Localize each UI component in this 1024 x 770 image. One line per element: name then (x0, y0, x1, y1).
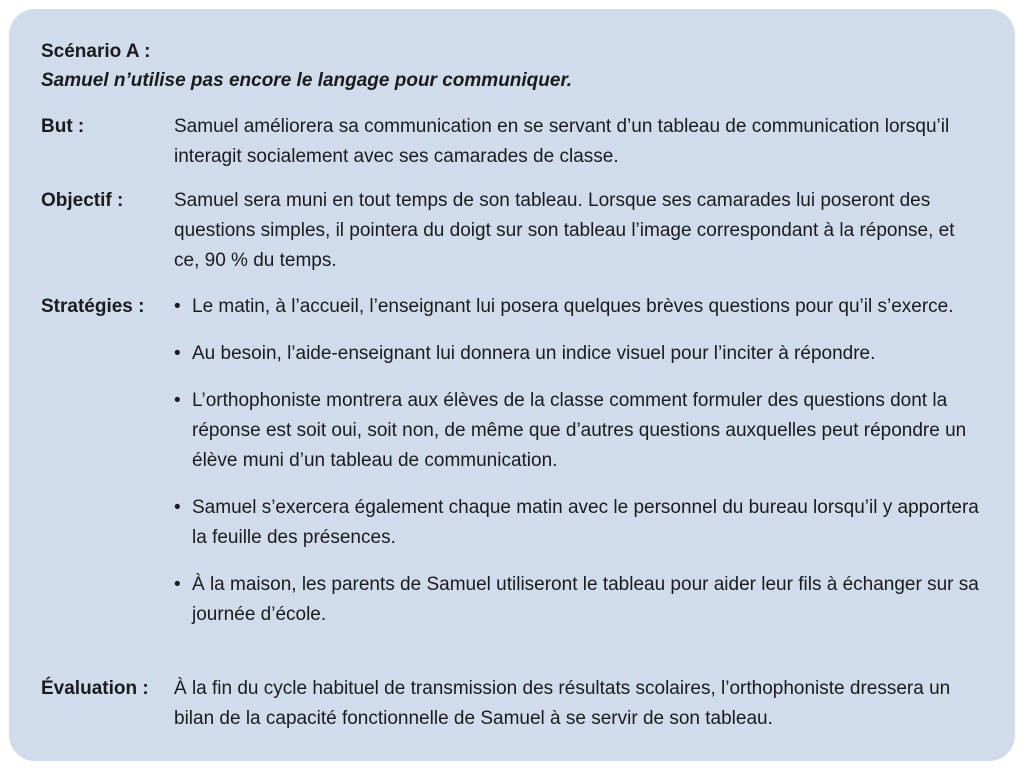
bullet-icon: • (174, 296, 181, 317)
strategy-item (174, 292, 984, 322)
evaluation-text: À la fin du cycle habituel de transmission des résultats scolaires, l’orthophoniste dressera un bilan de la capacité fonctionnelle de Samuel à se servir de son tableau. (174, 678, 951, 729)
bullet-icon: • (174, 390, 181, 411)
but-text: Samuel améliorera sa communication en se servant d’un tableau de communication lorsqu’il interagit socialement avec ses camarades de classe. (174, 116, 950, 167)
strategy-item (174, 339, 984, 369)
strategy-text: L’orthophoniste montrera aux élèves de la classe comment formuler des questions dont la réponse est soit oui, soit non, de même que d’autres questions auxquelles peut répondre un élève muni d’un tableau de communication. (192, 390, 967, 471)
strategy-item (174, 493, 984, 553)
strategy-item (174, 570, 984, 630)
strategies-list (174, 292, 984, 647)
objectif-label: Objectif : (41, 190, 124, 211)
objectif-text: Samuel sera muni en tout temps de son tableau. Lorsque ses camarades lui poseront des questions simples, il pointera du doigt sur son tableau l’image correspondant à la réponse, et ce, 90 % du temps. (174, 190, 955, 271)
scenario-subtitle: Samuel n’utilise pas encore le langage pour communiquer. (41, 70, 573, 91)
scenario-title: Scénario A : (41, 41, 151, 62)
bullet-icon: • (174, 497, 181, 518)
but-label: But : (41, 116, 85, 137)
strategy-text: À la maison, les parents de Samuel utiliseront le tableau pour aider leur fils à échanger sur sa journée d’école. (192, 574, 979, 625)
bullet-icon: • (174, 343, 181, 364)
evaluation-label: Évaluation : (41, 678, 149, 699)
strategies-label: Stratégies : (41, 296, 145, 317)
bullet-icon: • (174, 574, 181, 595)
strategy-text: Samuel s’exercera également chaque matin avec le personnel du bureau lorsqu’il y apportera la feuille des présences. (192, 497, 979, 548)
scenario-panel (9, 9, 1015, 761)
strategy-item (174, 386, 984, 476)
strategy-text: Au besoin, l’aide-enseignant lui donnera un indice visuel pour l’inciter à répondre. (192, 343, 876, 364)
strategy-text: Le matin, à l’accueil, l’enseignant lui posera quelques brèves questions pour qu’il s’exerce. (192, 296, 954, 317)
